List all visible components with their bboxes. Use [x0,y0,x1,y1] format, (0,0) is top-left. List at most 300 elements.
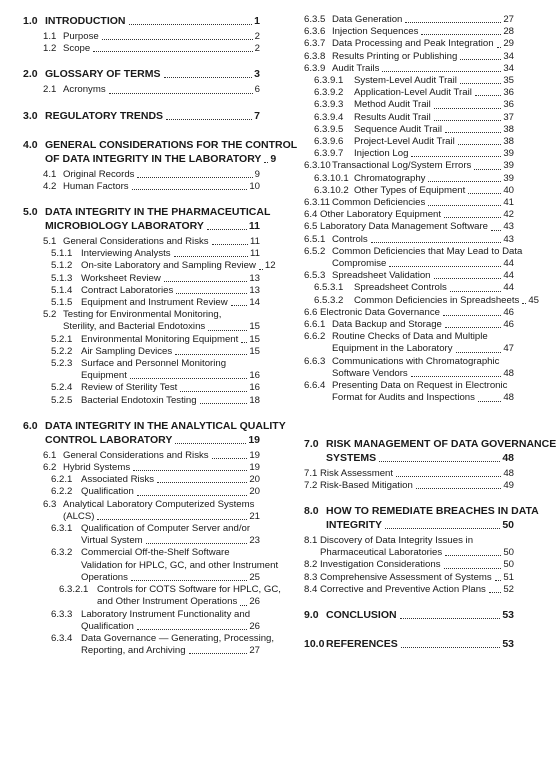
toc-entry-title: Common Deficiencies that May Lead to Data [332,245,523,257]
toc-entry-row [304,468,514,480]
toc-entry-row [304,380,514,392]
toc-entry-title: Review of Sterility Test [81,382,178,394]
toc-entry-row [23,67,260,81]
toc-entry-title: Controls [332,233,368,245]
toc-entry-title: Associated Risks [81,474,155,486]
toc-entry-row [304,518,514,532]
dot-leader [109,93,253,94]
toc-entry-title: Results Printing or Publishing [332,50,458,62]
toc-entry-title-continued: Software Vendors [332,367,408,379]
toc-entry-page: 25 [249,571,260,583]
toc-entry-row [304,234,514,246]
toc-entry[interactable] [304,307,514,319]
toc-entry[interactable] [23,297,260,309]
dot-leader [200,403,248,404]
toc-entry-row [51,609,260,621]
toc-entry-title: Sequence Audit Trail [354,123,443,135]
toc-entry-title: Bacterial Endotoxin Testing [81,394,197,406]
dot-leader [475,95,501,96]
toc-entry-page: 15 [249,321,260,333]
toc-entry-page: 15 [249,345,260,357]
toc-entry[interactable] [23,609,260,633]
toc-entry[interactable] [23,236,260,248]
toc-entry-number: 9.0 [304,608,319,621]
toc-entry-number: 6.6.2 [304,331,326,343]
dot-leader [421,34,501,35]
toc-entry-row [304,258,514,270]
toc-entry-row [59,596,260,608]
toc-entry-number: 6.3.2 [51,547,73,559]
toc-entry[interactable] [304,584,514,596]
toc-entry-row [51,395,260,407]
toc-entry[interactable] [304,245,523,270]
toc-entry-row [51,285,260,297]
toc-entry-title: Data Governance — Generating, Processing, [81,632,275,644]
dot-leader [259,269,263,270]
toc-entry-row [51,346,260,358]
toc-entry[interactable] [304,63,514,75]
toc-entry-row [23,205,271,219]
toc-entry-number: 5.1.4 [51,284,73,296]
toc-entry[interactable] [304,173,514,185]
toc-entry-number: 6.5.2 [304,245,326,257]
toc-entry-row [304,197,514,209]
dot-leader [137,629,248,630]
section-spacer [304,492,514,504]
toc-entry[interactable] [304,14,514,26]
dot-leader [468,193,501,194]
toc-entry-title: Scope [63,43,91,55]
dot-leader [444,568,502,569]
toc-entry[interactable] [23,523,260,547]
dot-leader [445,132,501,133]
toc-entry-title: Interviewing Analysts [81,248,171,260]
dot-leader [180,391,247,392]
toc-entry[interactable] [23,273,260,285]
toc-entry-number: 6.6.4 [304,380,326,392]
toc-entry[interactable] [304,99,514,111]
toc-entry-number: 5.2.2 [51,345,73,357]
toc-entry-row [51,273,260,285]
dot-leader [416,488,502,489]
toc-entry-row [23,419,286,433]
toc-entry-page: 52 [503,583,514,595]
toc-entry[interactable] [304,535,514,559]
toc-entry-page: 53 [502,608,514,621]
toc-entry-title: Other Laboratory Equipment [320,209,442,221]
toc-entry-row [304,437,556,451]
toc-entry-row [314,136,514,148]
toc-entry-page: 20 [249,486,260,498]
toc-entry-page: 7 [254,109,260,122]
toc-entry[interactable] [304,468,514,480]
toc-entry-page: 13 [249,284,260,296]
toc-entry-row [304,209,514,221]
toc-entry-title: RISK MANAGEMENT OF DATA GOVERNANCE [326,437,556,450]
toc-section-entry[interactable] [23,138,298,166]
toc-entry-title: Project-Level Audit Trail [354,136,455,148]
toc-entry[interactable] [304,197,514,209]
toc-entry[interactable] [304,294,539,307]
toc-entry-title: DATA INTEGRITY IN THE PHARMACEUTICAL [45,206,271,219]
toc-entry[interactable] [23,334,260,346]
toc-entry-title: INTRODUCTION [45,15,126,27]
toc-entry-page: 16 [249,370,260,382]
toc-entry-number: 4.1 [43,168,57,180]
toc-entry-title: General Considerations and Risks [63,449,209,461]
toc-entry-title: Laboratory Data Management Software [320,221,488,233]
dot-leader [264,162,268,163]
toc-entry-page: 19 [248,433,260,446]
toc-entry-title: Common Deficiencies in Spreadsheets [354,294,520,306]
toc-entry-number: 6.4 [304,209,318,221]
toc-entry-number: 1.0 [23,15,38,27]
toc-entry-title-continued: OF DATA INTEGRITY IN THE LABORATORY [45,152,262,165]
dot-leader [445,327,501,328]
toc-entry-title: Transactional Log/System Errors [332,160,472,172]
toc-entry-title: Risk-Based Mitigation [320,479,413,491]
toc-entry[interactable] [23,260,276,272]
toc-entry-title: Method Audit Trail [354,99,431,111]
toc-entry-title: Air Sampling Devices [81,345,173,357]
toc-entry-page: 19 [249,462,260,474]
toc-entry-number: 6.3.9.6 [314,136,344,148]
toc-entry[interactable] [23,84,260,96]
dot-leader [231,305,248,306]
toc-entry-title: Spreadsheet Validation [332,270,431,282]
toc-entry-title: Injection Sequences [332,26,419,38]
toc-entry-number: 1.1 [43,31,57,42]
toc-entry[interactable] [304,331,514,355]
toc-entry-title: On-site Laboratory and Sampling Review [81,260,256,272]
toc-entry-row [51,334,260,346]
toc-entry-number: 6.3.7 [304,38,326,50]
toc-entry-title: Discovery of Data Integrity Issues in [320,534,474,546]
toc-entry-title: Results Audit Trail [354,111,431,123]
toc-entry-number: 6.3.9 [304,62,326,74]
toc-entry[interactable] [304,148,514,160]
toc-entry-title-continued: Compromise [332,258,387,270]
dot-leader [133,470,247,471]
toc-entry-number: 6.3.9.5 [314,123,344,135]
toc-entry-title: Analytical Laboratory Computerized Systems [63,498,255,510]
toc-entry-row [51,572,260,584]
toc-entry-number: 6.3.4 [51,632,73,644]
toc-entry-row [43,321,260,333]
toc-entry[interactable] [304,75,514,87]
toc-entry-row [51,260,276,272]
toc-entry-title-continued: INTEGRITY [326,518,383,531]
toc-entry-row [51,358,260,370]
toc-entry-number: 6.3.9.4 [314,111,344,123]
toc-entry-row [51,297,260,309]
toc-entry-page: 10 [249,180,260,192]
toc-entry-number: 6.3.10.2 [314,184,349,196]
toc-entry[interactable] [304,270,514,282]
toc-entry-number: 6.0 [23,419,38,432]
dot-leader [241,342,247,343]
toc-entry-row [43,43,260,55]
toc-entry-row [51,486,260,498]
toc-entry-row [51,547,260,559]
toc-entry-title: REGULATORY TRENDS [45,109,164,122]
dot-leader [146,543,248,544]
toc-entry[interactable] [23,547,279,584]
toc-section-entry[interactable] [23,205,271,233]
toc-entry[interactable] [304,209,514,221]
toc-entry-page: 29 [503,38,514,50]
toc-entry-row [43,499,260,511]
toc-entry-title: Injection Log [354,148,409,160]
toc-entry-number: 5.2.1 [51,333,73,345]
toc-entry-title: Human Factors [63,180,129,192]
toc-section-entry[interactable] [304,608,514,622]
toc-entry[interactable] [304,221,514,233]
toc-entry-row [23,152,277,166]
dot-leader [175,354,247,355]
toc-entry[interactable] [304,87,514,99]
toc-entry-page: 51 [503,571,514,583]
toc-entry-row [51,621,260,633]
toc-entry-row [304,451,514,465]
toc-entry-title: System-Level Audit Trail [354,75,457,87]
toc-entry-number: 5.2.3 [51,358,73,370]
toc-entry-number: 6.6 [304,306,318,318]
toc-entry-page: 11 [248,220,260,233]
toc-section-entry[interactable] [304,637,514,651]
toc-entry[interactable] [23,346,260,358]
toc-entry[interactable] [23,474,260,486]
toc-section-entry[interactable] [23,109,260,123]
toc-entry-row [304,160,514,172]
toc-entry-number: 6.3.8 [304,50,326,62]
dot-leader [385,528,500,529]
toc-column-left [23,14,298,657]
toc-entry-row [304,547,514,559]
toc-entry-number: 6.3.11 [304,197,330,209]
toc-entry-number: 5.1 [43,236,57,248]
toc-section-entry[interactable] [23,14,260,28]
toc-entry[interactable] [304,51,514,63]
dot-leader [491,230,501,231]
toc-entry-page: 2 [254,31,260,42]
dot-leader [97,519,247,520]
toc-entry[interactable] [304,234,514,246]
toc-entry-row [51,382,260,394]
toc-entry-title: Equipment and Instrument Review [81,297,228,309]
toc-entry-row [23,219,260,233]
toc-entry-title-continued: Reporting, and Archiving [81,645,186,657]
toc-section-entry[interactable] [23,419,286,447]
toc-entry-title: Environmental Monitoring Equipment [81,333,239,345]
toc-entry-page: 37 [503,111,514,123]
dot-leader [240,605,247,606]
toc-entry-row [51,632,275,645]
toc-entry-title-continued: Sterility, and Bacterial Endotoxins [63,321,206,333]
toc-entry[interactable] [304,185,514,197]
toc-entry-page: 46 [503,319,514,331]
toc-entry[interactable] [304,480,514,492]
toc-entry[interactable] [23,309,260,333]
toc-entry-number: 7.1 [304,467,318,479]
toc-entry-row [51,559,279,572]
toc-entry-page: 48 [503,392,514,404]
toc-entry-number: 3.0 [23,109,38,122]
toc-entry[interactable] [23,43,260,55]
toc-entry[interactable] [304,356,514,380]
toc-entry-row [43,450,260,462]
toc-entry-page: 46 [503,306,514,318]
toc-entry-number: 6.1 [43,449,57,461]
toc-entry-page: 34 [503,50,514,62]
toc-entry-title: Worksheet Review [81,272,161,284]
toc-entry[interactable] [304,380,514,404]
toc-entry-row [23,109,260,123]
dot-leader [137,177,252,178]
toc-entry-number: 6.3.1 [51,523,73,535]
toc-entry-number: 6.2 [43,462,57,474]
dot-leader [411,156,501,157]
toc-entry-row [43,309,260,321]
toc-entry-title: Qualification [81,486,134,498]
toc-entry[interactable] [23,358,260,382]
toc-entry-title-continued: Equipment in the Laboratory [332,343,453,355]
toc-entry-title-continued: (ALCS) [63,510,95,522]
toc-entry-page: 1 [254,15,260,27]
toc-entry-row [43,169,260,181]
toc-entry-row [304,331,514,343]
dot-leader [460,59,501,60]
toc-section-entry[interactable] [23,67,260,81]
toc-entry-number: 4.2 [43,180,57,192]
toc-entry-page: 50 [503,559,514,571]
toc-entry-row [314,294,539,307]
toc-entry-row [304,584,514,596]
toc-entry-number: 6.3.6 [304,26,326,38]
dot-leader [474,169,501,170]
toc-entry[interactable] [304,160,514,172]
section-spacer [304,625,514,637]
toc-entry-row [304,26,514,38]
toc-entry-title: Testing for Environmental Monitoring, [63,309,222,321]
toc-entry-number: 8.2 [304,559,318,571]
toc-entry-number: 8.0 [304,504,319,517]
toc-entry-number: 6.5 [304,221,318,233]
toc-entry-page: 19 [249,449,260,461]
toc-entry[interactable] [304,319,514,331]
dot-leader [444,217,501,218]
toc-entry-page: 20 [249,474,260,486]
toc-entry[interactable] [23,181,260,193]
toc-entry-row [314,185,514,197]
toc-entry-row [304,368,514,380]
section-spacer [23,193,260,205]
toc-entry[interactable] [304,282,514,294]
toc-entry-page: 11 [250,236,260,248]
toc-entry[interactable] [23,486,260,498]
toc-entry-number: 7.0 [304,437,319,450]
toc-entry-number: 6.3.3 [51,608,73,620]
toc-entry[interactable] [304,136,514,148]
toc-entry-page: 48 [503,367,514,379]
toc-entry-title: Hybrid Systems [63,462,131,474]
dot-leader [379,461,500,462]
dot-leader [389,266,501,267]
toc-entry[interactable] [23,382,260,394]
dot-leader [400,618,501,619]
dot-leader [445,555,501,556]
toc-entry-row [51,370,260,382]
toc-entry[interactable] [23,584,281,608]
dot-leader [175,443,246,444]
toc-entry[interactable] [304,26,514,38]
toc-entry-title: REFERENCES [326,637,398,650]
toc-entry-number: 7.2 [304,479,318,491]
toc-entry-page: 2 [254,43,260,55]
toc-entry[interactable] [23,285,260,297]
toc-entry-page: 40 [503,184,514,196]
toc-entry-row [51,248,260,260]
toc-entry-number: 6.5.3 [304,270,326,282]
toc-entry-row [43,462,260,474]
toc-entry[interactable] [23,499,260,523]
toc-entry-page: 26 [249,596,260,608]
toc-entry-number: 6.6.1 [304,319,326,331]
toc-entry-row [304,572,514,584]
toc-entry-page: 43 [503,221,514,233]
toc-entry-row [23,433,260,447]
toc-entry[interactable] [23,632,275,657]
toc-entry-page: 27 [249,645,260,657]
toc-section-entry[interactable] [304,504,539,532]
toc-entry-page: 43 [503,233,514,245]
toc-entry[interactable] [304,124,514,136]
toc-entry-number: 6.3.10.1 [314,172,349,184]
dot-leader [495,580,502,581]
toc-entry[interactable] [304,112,514,124]
toc-entry-row [304,38,514,50]
toc-entry-number: 6.2.1 [51,474,73,486]
toc-entry-title: General Considerations and Risks [63,236,209,248]
toc-entry-row [314,87,514,99]
toc-entry-row [43,84,260,96]
toc-entry[interactable] [23,450,260,462]
dot-leader [130,378,247,379]
dot-leader [174,256,248,257]
toc-entry-title: Original Records [63,168,135,180]
dot-leader [102,39,253,40]
toc-entry[interactable] [304,572,514,584]
toc-entry[interactable] [23,248,260,260]
toc-entry[interactable] [23,31,260,43]
toc-entry[interactable] [23,395,260,407]
toc-entry-number: 6.5.1 [304,233,326,245]
toc-entry[interactable] [304,38,514,50]
toc-section-entry[interactable] [304,437,556,465]
toc-entry-row [43,236,260,248]
dot-leader [450,291,502,292]
section-spacer [304,405,514,437]
dot-leader [522,303,526,304]
toc-entry[interactable] [304,559,514,571]
toc-entry-page: 47 [503,343,514,355]
toc-entry-row [51,523,260,535]
toc-entry[interactable] [23,462,260,474]
toc-entry[interactable] [23,169,260,181]
toc-entry-title: Comprehensive Assessment of Systems [320,571,492,583]
toc-entry-row [314,75,514,87]
toc-entry-title-continued: Validation for HPLC, GC, and other Instrument [81,559,279,571]
